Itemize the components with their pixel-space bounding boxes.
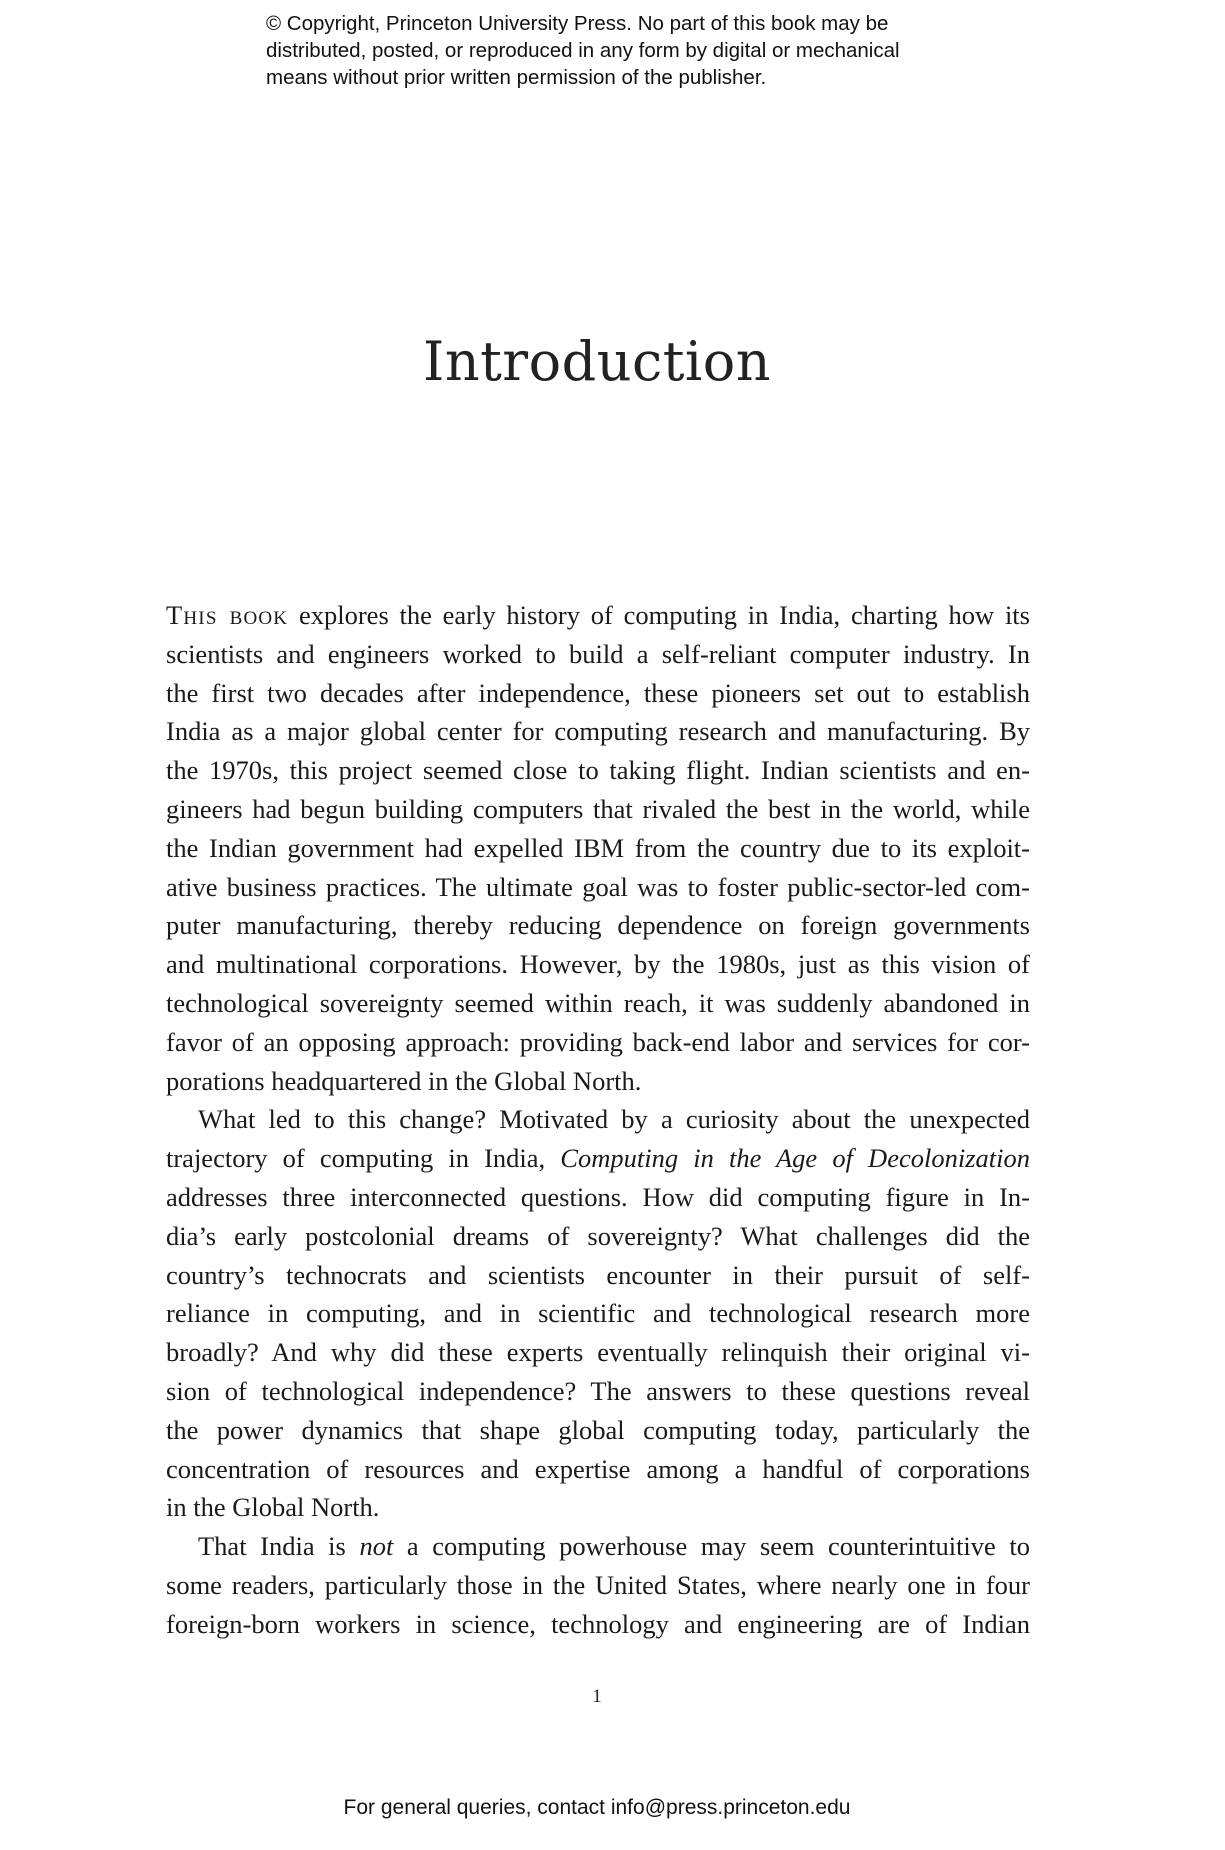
text-line: reliance in computing, and in scientific and technological research more xyxy=(166,1298,1030,1329)
text-line: India as a major global center for computing research and manufacturing. By xyxy=(166,716,1030,747)
copyright-line: means without prior written permission of the publisher. xyxy=(266,66,767,89)
text-line: in the Global North. xyxy=(166,1492,380,1523)
paragraph xyxy=(166,1527,1030,1643)
copyright-notice xyxy=(266,10,986,91)
text-line: and multinational corporations. However, by the 1980s, just as this vision of xyxy=(166,949,1030,980)
text-line: dia’s early postcolonial dreams of sovereignty? What challenges did the xyxy=(166,1220,1030,1251)
text-line: porations headquartered in the Global North. xyxy=(166,1065,642,1096)
text-line: scientists and engineers worked to build a self-reliant computer industry. In xyxy=(166,638,1030,669)
book-title-italic: Computing in the Age of Decolonization xyxy=(560,1143,1030,1174)
text-line: puter manufacturing, thereby reducing dependence on foreign governments xyxy=(166,910,1030,941)
body-text xyxy=(166,596,1030,1644)
text-line: What led to this change? Motivated by a curiosity about the unexpected xyxy=(198,1104,1030,1135)
text-line: the 1970s, this project seemed close to taking flight. Indian scientists and en- xyxy=(166,755,1030,786)
text-line: concentration of resources and expertise among a handful of corporations xyxy=(166,1453,1030,1484)
text-line: This book explores the early history of computing in India, charting how its xyxy=(166,600,1030,630)
text-line: sion of technological independence? The answers to these questions reveal xyxy=(166,1375,1030,1406)
emphasis-italic: not xyxy=(359,1531,394,1562)
copyright-line: © Copyright, Princeton University Press. No part of this book may be xyxy=(266,12,889,35)
text-line: addresses three interconnected questions. How did computing figure in In- xyxy=(166,1181,1030,1212)
text-line: technological sovereignty seemed within reach, it was suddenly abandoned in xyxy=(166,987,1030,1018)
text-line: gineers had begun building computers that rivaled the best in the world, while xyxy=(166,793,1030,824)
contact-footer: For general queries, contact info@press.princeton.edu xyxy=(343,1796,851,1819)
paragraph xyxy=(166,1100,1030,1527)
text-line: That India is not a computing powerhouse may seem counterintuitive to xyxy=(198,1531,1031,1562)
text-line: the first two decades after independence, these pioneers set out to establish xyxy=(166,677,1030,708)
text-line: country’s technocrats and scientists encounter in their pursuit of self- xyxy=(166,1259,1030,1290)
text-line: foreign-born workers in science, technology and engineering are of Indian xyxy=(166,1608,1030,1639)
copyright-line: distributed, posted, or reproduced in any form by digital or mechanical xyxy=(266,39,900,62)
paragraph xyxy=(166,596,1030,1100)
text-line: ative business practices. The ultimate goal was to foster public-sector-led com- xyxy=(166,871,1030,902)
text-line: some readers, particularly those in the United States, where nearly one in four xyxy=(166,1569,1030,1600)
text-line: trajectory of computing in India, Computing in the Age of Decolonization xyxy=(166,1143,1030,1174)
page-number: 1 xyxy=(592,1686,602,1707)
text-line: the power dynamics that shape global computing today, particularly the xyxy=(166,1414,1030,1445)
chapter-title: Introduction xyxy=(423,330,771,393)
lead-in-smallcaps: This book xyxy=(166,600,289,630)
text-line: the Indian government had expelled IBM from the country due to its exploit- xyxy=(166,832,1030,863)
text-line: favor of an opposing approach: providing back-end labor and services for cor- xyxy=(166,1026,1030,1057)
text-line: broadly? And why did these experts eventually relinquish their original vi- xyxy=(166,1337,1030,1368)
